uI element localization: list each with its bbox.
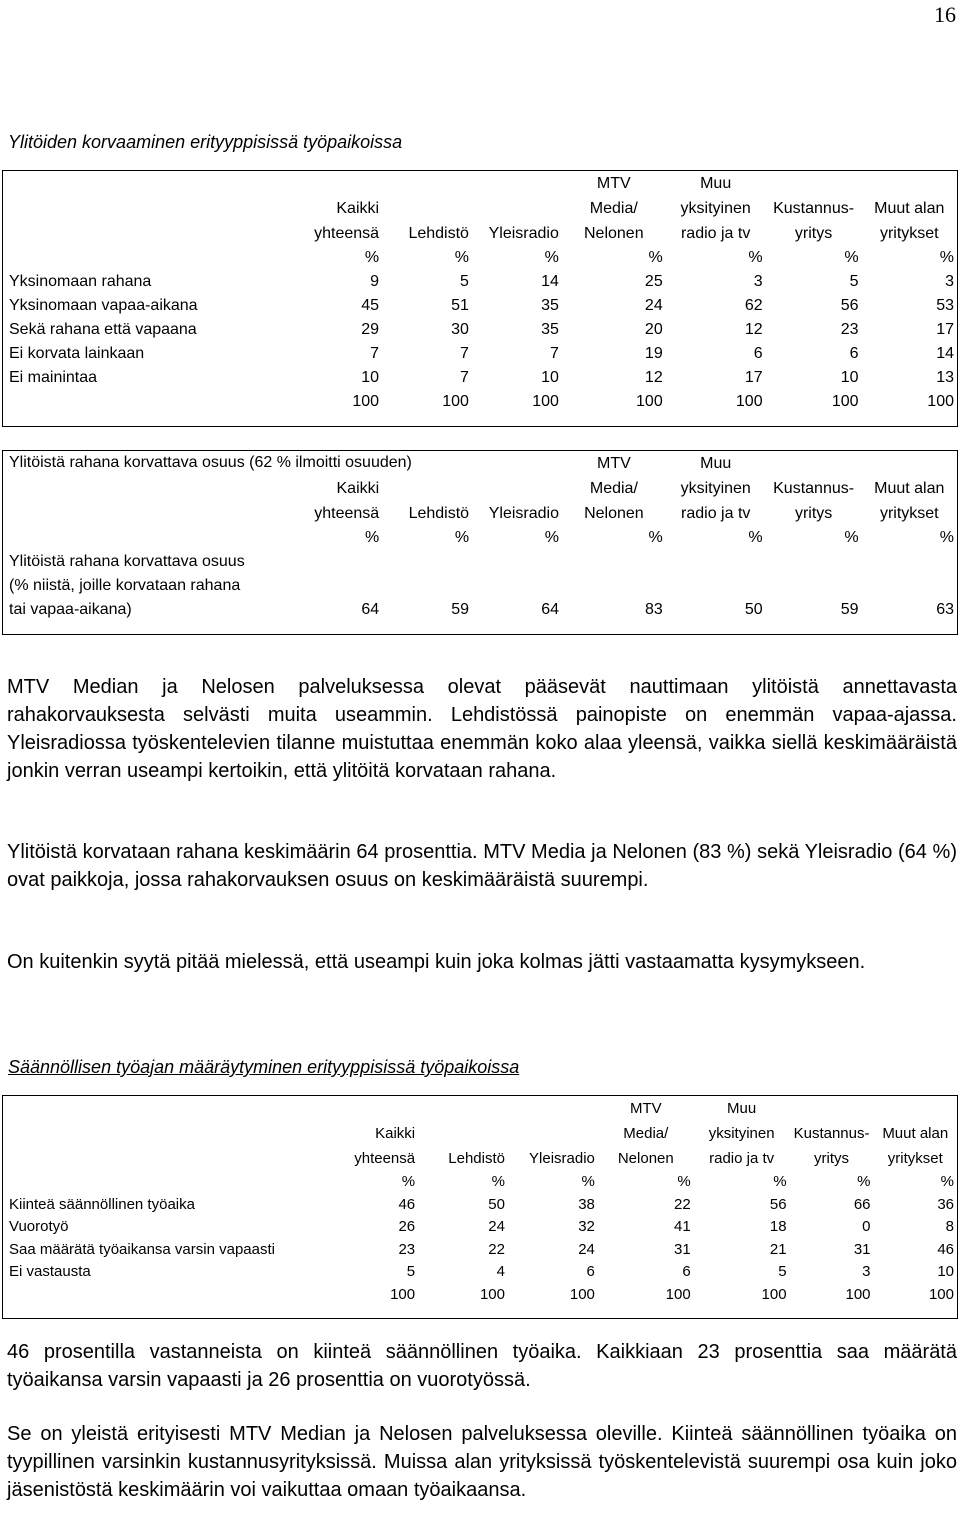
table-row: Sekä rahana että vapaana 29 30 35 20 12 23 17 <box>9 321 954 338</box>
page-number: 16 <box>934 2 956 27</box>
unit-row: % % % % % % % <box>401 1173 954 1190</box>
column-header: Yleisradio <box>488 225 559 242</box>
table-row: Yksinomaan vapaa-aikana 45 51 35 24 62 56 53 <box>9 297 954 314</box>
working-time-table <box>2 1095 958 1319</box>
paragraph: MTV Median ja Nelosen palveluksessa olevat pääsevät nauttimaan ylitöistä annettavasta rahakorvauksesta selvästi muita useammin. Lehdistössä painopiste on enemmän vapaa-ajassa. Yleisradiossa työskentelevien tilanne muistuttaa enemmän koko alaa yleensä, vaikka siellä keskimääräistä jonkin verran useampi kertoikin, että ylitöitä korvataan rahana. <box>7 676 957 782</box>
cash-share-table <box>2 450 958 635</box>
table-row: Saa määrätä työaikansa varsin vapaasti 23 22 24 31 21 31 46 <box>9 1240 954 1258</box>
column-header: Kustannus- <box>773 200 855 217</box>
column-header: Kaikki <box>336 200 380 217</box>
column-header: Lehdistö <box>408 505 470 522</box>
unit-row: % % % % % % % <box>364 529 954 546</box>
column-header: Yleisradio <box>529 1150 595 1167</box>
table-row: Kiinteä säännöllinen työaika 46 50 38 22 56 66 36 <box>9 1195 954 1213</box>
column-header: MTV <box>629 1100 662 1117</box>
column-header: Yleisradio <box>488 505 559 522</box>
column-header: Lehdistö <box>408 225 469 242</box>
column-header: Muu <box>700 175 732 192</box>
column-header: MTV <box>596 175 631 192</box>
column-header: Muut alan <box>874 200 945 217</box>
paragraph: Ylitöistä korvataan rahana keskimäärin 64 prosenttia. MTV Media ja Nelonen (83 %) sekä Yleisradio (64 %) ovat paikkoja, jossa rahakorvauksen osuus on keskimääräistä suurempi. <box>7 841 957 891</box>
paragraph: Se on yleistä erityisesti MTV Median ja Nelosen palveluksessa oleville. Kiinteä säännöllinen työaika on tyypillinen varsinkin kustannusyrityksissä. Muissa alan yrityksissä työskentelevistä suurempi osa kuin joko jäsenistöstä keskimäärin voi vaikuttaa omaan työaikaansa. <box>7 1423 957 1501</box>
paragraph: On kuitenkin syytä pitää mielessä, että useampi kuin joka kolmas jätti vastaamatta kysymykseen. <box>7 951 866 973</box>
table-header-row: Kaikki yhteensä Lehdistö Yleisradio MTV Media/ Nelonen Muu yksityinen radio ja tv Kustannus- yritys Muut alan yritykset <box>3 1096 958 1172</box>
column-header: Muu <box>727 1100 757 1117</box>
totals-row: 100 100 100 100 100 100 100 <box>352 393 954 410</box>
row-label: Ylitöistä rahana korvattava osuus <box>9 553 245 570</box>
column-header: Muut alan <box>882 1125 949 1142</box>
table-row: Ei mainintaa 10 7 10 12 17 10 13 <box>9 369 954 386</box>
overtime-compensation-table <box>2 170 958 427</box>
section1-title: Ylitöiden korvaaminen erityyppisissä työpaikoissa <box>8 132 403 152</box>
totals-row: 100 100 100 100 100 100 100 <box>390 1285 954 1303</box>
column-header: Kustannus- <box>773 480 855 497</box>
table-row: Yksinomaan rahana 9 5 14 25 3 5 3 <box>9 273 954 290</box>
unit-row: % % % % % % % <box>364 249 954 266</box>
column-header: Kaikki <box>336 480 380 497</box>
column-header: Muu <box>700 455 732 472</box>
table-header-row: Kaikki yhteensä Lehdistö Yleisradio MTV Media/ Nelonen Muu yksityinen radio ja tv Kustannus- yritys Muut alan yritykset <box>3 475 958 526</box>
table-row: Ei korvata lainkaan 7 7 7 19 6 6 14 <box>9 345 954 362</box>
column-header: Kustannus- <box>793 1125 870 1142</box>
paragraph: 46 prosentilla vastanneista on kiinteä säännöllinen työaika. Kaikkiaan 23 prosenttia saa määrätä työaikansa varsin vapaasti ja 26 prosenttia on vuorotyössä. <box>7 1341 957 1391</box>
section2-title: Ylitöistä rahana korvattava osuus (62 % ilmoitti osuuden) <box>9 454 412 471</box>
column-header: MTV <box>596 455 631 472</box>
table-row: Ei vastausta 5 4 6 6 5 3 10 <box>9 1263 954 1280</box>
table-header-row: Kaikki yhteensä Lehdistö Yleisradio MTV Media/ Nelonen Muu yksityinen radio ja tv Kustannus- yritys Muut alan yritykset <box>3 171 958 247</box>
section3-title: Säännöllisen työajan määräytyminen erityyppisissä työpaikoissa <box>8 1057 520 1077</box>
column-header: Kaikki <box>375 1125 416 1142</box>
column-header: Muut alan <box>874 480 945 497</box>
column-header: Lehdistö <box>448 1150 505 1167</box>
table-row: Ylitöistä rahana korvattava osuus (% niistä, joille korvataan rahana tai vapaa-aikana) 64 59 64 83 50 59 63 <box>3 550 958 622</box>
table-row: Vuorotyö 26 24 32 41 18 0 8 <box>9 1218 954 1235</box>
